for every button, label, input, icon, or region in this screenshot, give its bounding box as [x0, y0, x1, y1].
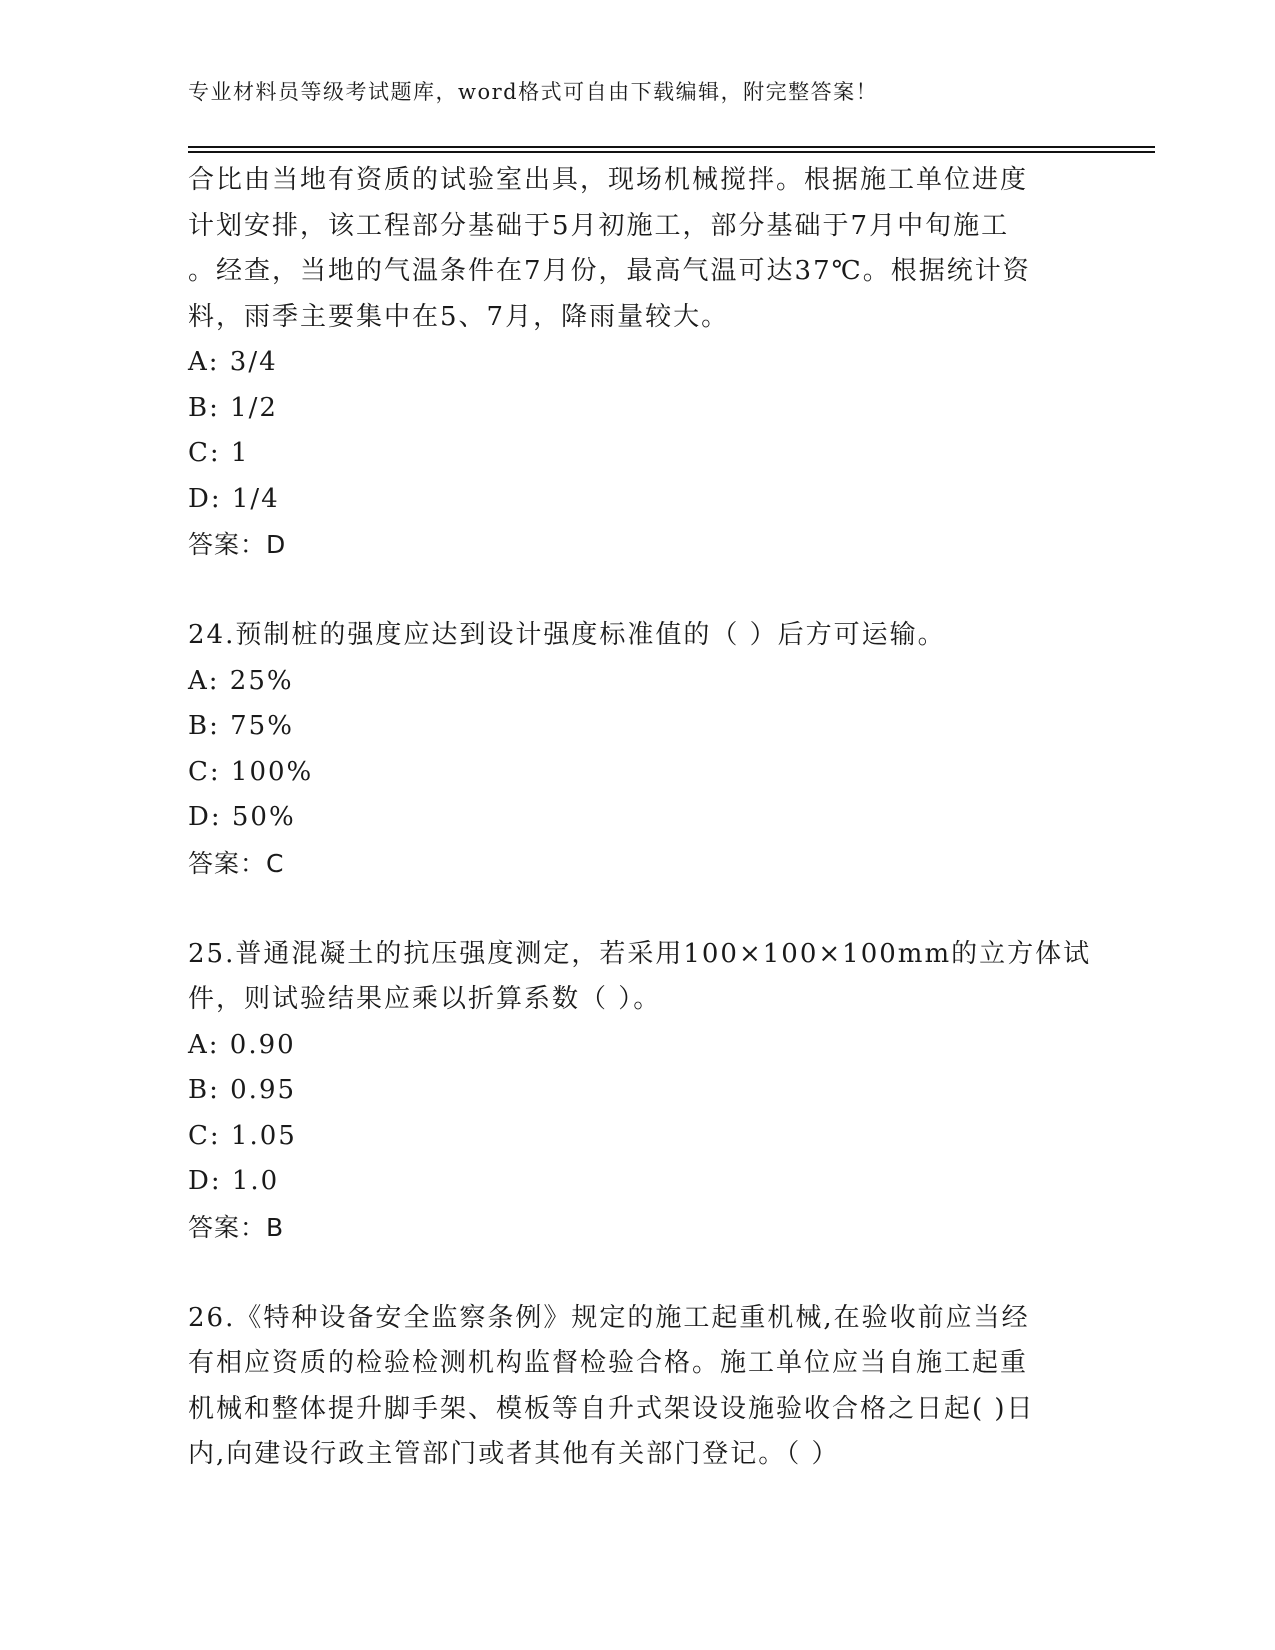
option-b: B: 1/2: [188, 392, 278, 423]
option-d: D: 1/4: [188, 483, 280, 514]
question-text-line: 件，则试验结果应乘以折算系数（ ）。: [188, 984, 662, 1014]
question-text-line: 26.《特种设备安全监察条例》规定的施工起重机械,在验收前应当经: [188, 1302, 1030, 1333]
question-text-line: 料，雨季主要集中在5、7月，降雨量较大。: [188, 301, 730, 332]
document-body: [188, 158, 1092, 1478]
question-text-line: 有相应资质的检验检测机构监督检验合格。施工单位应当自施工起重: [188, 1348, 1029, 1378]
option-d: D: 50%: [188, 802, 296, 832]
spacer: [188, 886, 1088, 932]
answer-line: 答案：B: [188, 1212, 285, 1242]
option-a: A: 25%: [188, 665, 294, 696]
answer-line: 答案：D: [188, 530, 287, 559]
option-d: D: 1.0: [188, 1166, 280, 1196]
option-b: B: 75%: [188, 711, 294, 741]
header-rule-bottom: [188, 151, 1155, 153]
option-c: C: 1: [188, 438, 250, 468]
question-block: [188, 1296, 1088, 1478]
option-c: C: 100%: [188, 756, 314, 787]
option-c: C: 1.05: [188, 1120, 297, 1151]
question-text-line: 机械和整体提升脚手架、模板等自升式架设设施验收合格之日起( )日: [188, 1393, 1035, 1424]
question-text-line: 计划安排，该工程部分基础于5月初施工，部分基础于7月中旬施工: [188, 210, 1010, 241]
spacer: [188, 1250, 1088, 1296]
question-text-line: 合比由当地有资质的试验室出具，现场机械搅拌。根据施工单位进度: [188, 165, 1029, 195]
question-text-line: 25.普通混凝土的抗压强度测定，若采用100×100×100mm的立方体试: [188, 938, 1092, 969]
question-block: [188, 613, 1088, 886]
question-text-line: 。经查，当地的气温条件在7月份，最高气温可达37℃。根据统计资: [188, 256, 1031, 286]
option-a: A: 3/4: [188, 347, 278, 377]
page-header: 专业材料员等级考试题库，word格式可自由下载编辑，附完整答案！: [188, 80, 879, 104]
option-a: A: 0.90: [188, 1029, 296, 1060]
header-rule-top: [188, 146, 1155, 148]
question-block: [188, 158, 1088, 568]
question-text-line: 内,向建设行政主管部门或者其他有关部门登记。（ ）: [188, 1439, 840, 1469]
question-block: [188, 932, 1092, 1251]
spacer: [188, 568, 1088, 614]
option-b: B: 0.95: [188, 1075, 297, 1105]
question-text-line: 24.预制桩的强度应达到设计强度标准值的（ ）后方可运输。: [188, 620, 946, 650]
answer-line: 答案：C: [188, 848, 285, 878]
